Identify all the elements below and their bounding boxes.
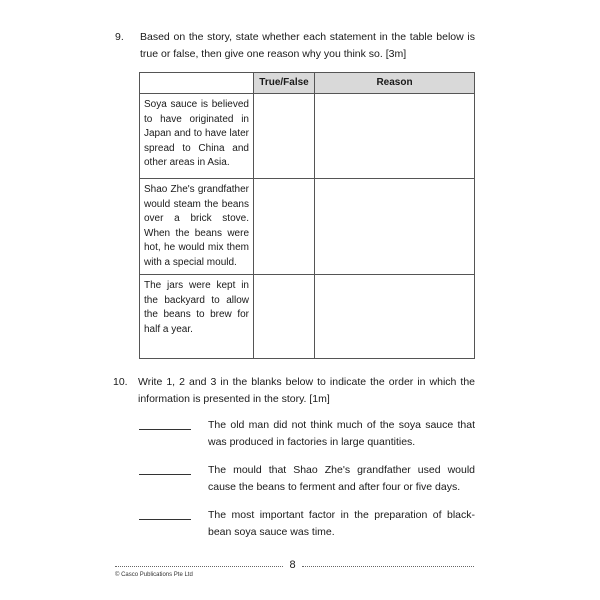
question-text: Based on the story, state whether each statement in the table below is true or false, then give one reason why you think so. [3m]: [140, 31, 475, 60]
footer-divider: [302, 566, 474, 567]
question-9: [115, 29, 475, 69]
page-number: 8: [289, 559, 296, 571]
header-true-false: True/False: [254, 73, 315, 94]
question-number: 9.: [115, 31, 124, 43]
question-number: 10.: [113, 376, 128, 388]
table-row: [140, 94, 475, 179]
reason-answer-cell[interactable]: [315, 275, 475, 359]
order-item-text: The mould that Shao Zhe's grandfather used would cause the beans to ferment and after four or five days.: [208, 464, 475, 493]
table-row: [140, 275, 475, 359]
statement-cell: Shao Zhe's grandfather would steam the beans over a brick stove. When the beans were hot, he would mix them with a special mould.: [140, 179, 254, 275]
order-item: [139, 417, 475, 451]
order-item: [139, 507, 475, 541]
order-item-text: The most important factor in the preparation of black-bean soya sauce was time.: [208, 509, 475, 538]
footer-divider: [115, 566, 283, 567]
reason-answer-cell[interactable]: [315, 179, 475, 275]
true-false-answer-cell[interactable]: [254, 179, 315, 275]
order-blank[interactable]: [139, 474, 191, 475]
true-false-answer-cell[interactable]: [254, 275, 315, 359]
question-text: Write 1, 2 and 3 in the blanks below to indicate the order in which the information is presented in the story. [1m]: [138, 376, 475, 405]
statement-cell: Soya sauce is believed to have originated in Japan and to have later spread to China and other areas in Asia.: [140, 94, 254, 179]
order-item-text: The old man did not think much of the soya sauce that was produced in factories in large quantities.: [208, 419, 475, 448]
reason-answer-cell[interactable]: [315, 94, 475, 179]
header-reason: Reason: [315, 73, 475, 94]
table-header-row: [140, 73, 475, 94]
copyright-notice: © Casco Publications Pte Ltd: [115, 572, 193, 578]
header-statement: [140, 73, 254, 94]
true-false-answer-cell[interactable]: [254, 94, 315, 179]
order-blank[interactable]: [139, 429, 191, 430]
question-10: [113, 374, 475, 414]
statement-cell: The jars were kept in the backyard to allow the beans to brew for half a year.: [140, 275, 254, 359]
order-item: [139, 462, 475, 496]
table-row: [140, 179, 475, 275]
true-false-table: [139, 72, 475, 359]
order-blank[interactable]: [139, 519, 191, 520]
